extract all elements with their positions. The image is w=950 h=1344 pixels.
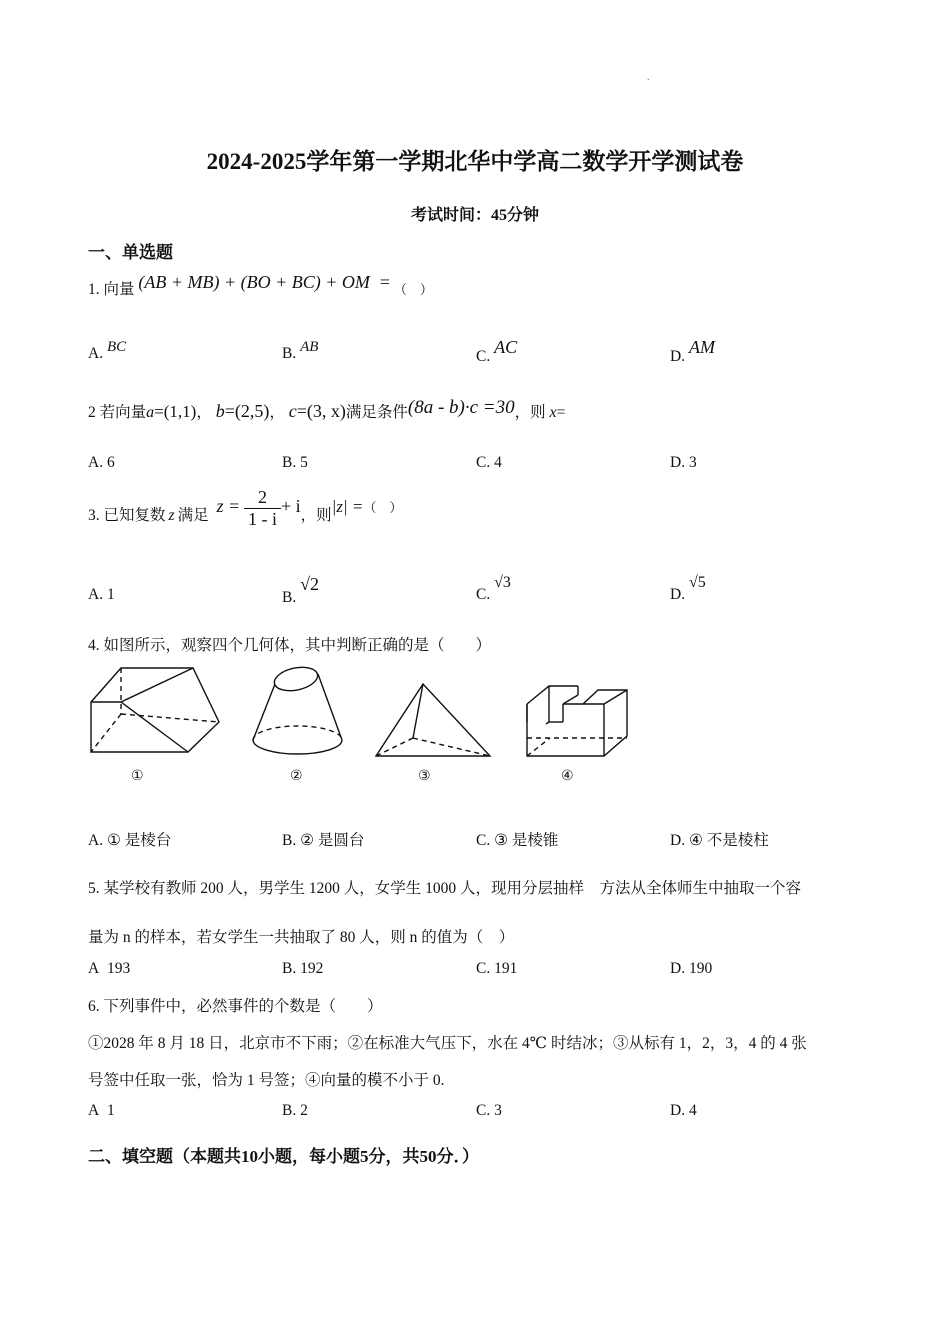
question-5-line-1: 5. 某学校有教师 200 人，男学生 1200 人，女学生 1000 人，现用分层抽样 方法从全体师生中抽取一个容 xyxy=(88,880,802,897)
q1-option-c[interactable]: C. AC xyxy=(476,337,518,365)
question-5-line-2: 量为 n 的样本，若女学生一共抽取了 80 人，则 n 的值为（ ） xyxy=(88,929,515,946)
figure-3-label: ③ xyxy=(418,768,431,784)
q6-option-c[interactable]: C. 3 xyxy=(476,1102,502,1119)
question-6-line-1: ①2028 年 8 月 18 日，北京市不下雨；②在标准大气压下，水在 4℃ 时结冰；③从标有 1，2，3，4 的 4 张 xyxy=(88,1035,807,1052)
question-2: 2 若向量a=(1,1)， b=(2,5)， c=(3, x)满足条件(8a - b)·c =30，则 x= xyxy=(88,397,566,421)
q1-paren: （ ） xyxy=(393,282,433,297)
page-title: 2024-2025学年第一学期北华中学高二数学开学测试卷 xyxy=(206,149,744,174)
q1-option-a[interactable]: A. BC xyxy=(88,339,127,362)
q3-option-d[interactable]: D. √5 xyxy=(670,574,706,603)
question-6: 6. 下列事件中，必然事件的个数是（ ） xyxy=(88,998,383,1015)
q2-vector-a: a xyxy=(146,404,155,421)
figure-3-solid xyxy=(372,680,492,762)
q2-option-d[interactable]: D. 3 xyxy=(670,454,697,471)
q4-option-d[interactable]: D. ④ 不是棱柱 xyxy=(670,832,769,849)
q3-fraction: $\frac{2}{1 - i}$ xyxy=(244,487,281,530)
q3-option-a[interactable]: A. 1 xyxy=(88,586,115,603)
section-single-choice: 一、单选题 xyxy=(88,243,173,262)
q4-option-b[interactable]: B. ② 是圆台 xyxy=(282,832,365,849)
q5-option-b[interactable]: B. 192 xyxy=(282,960,324,977)
figure-4-label: ④ xyxy=(561,768,574,784)
section-fill-in: 二、填空题（本题共10小题，每小题5分，共50分．） xyxy=(88,1147,479,1166)
q4-option-a[interactable]: A. ① 是棱台 xyxy=(88,832,172,849)
question-3: 3. 已知复数 z 满足 z = $\frac{2}{1 - i}$ + i，则|z| =（ ） xyxy=(88,487,403,529)
q2-vector-c: c xyxy=(288,401,297,421)
exam-time: 考试时间：45分钟 xyxy=(410,207,539,224)
q2-option-c[interactable]: C. 4 xyxy=(476,454,502,471)
q1-equals: = xyxy=(379,272,390,292)
q4-option-c[interactable]: C. ③ 是棱锥 xyxy=(476,832,559,849)
q2-vector-b: b xyxy=(215,401,225,421)
q2-option-b[interactable]: B. 5 xyxy=(282,454,308,471)
question-1 xyxy=(88,272,433,299)
figure-1-label: ① xyxy=(131,768,144,784)
figure-1-solid xyxy=(85,662,230,760)
figure-2-solid xyxy=(248,662,348,760)
question-6-line-2: 号签中任取一张，恰为 1 号签；④向量的模不小于 0. xyxy=(88,1072,445,1089)
q1-prefix: 1. 向量 xyxy=(88,281,135,298)
q6-option-b[interactable]: B. 2 xyxy=(282,1102,308,1119)
q5-option-a[interactable]: A 193 xyxy=(88,960,131,977)
q1-option-d[interactable]: D. AM xyxy=(670,337,715,365)
q5-option-c[interactable]: C. 191 xyxy=(476,960,518,977)
figure-2-label: ② xyxy=(290,768,303,784)
q1-option-b[interactable]: B. AB xyxy=(282,339,319,362)
q2-condition: (8a - b)·c =30 xyxy=(407,397,515,418)
q5-option-d[interactable]: D. 190 xyxy=(670,960,713,977)
header-dot: . xyxy=(647,72,650,83)
q2-prefix: 2 若向量 xyxy=(88,404,147,421)
q3-option-c[interactable]: C. √3 xyxy=(476,574,511,603)
q6-option-a[interactable]: A 1 xyxy=(88,1102,115,1119)
question-4: 4. 如图所示，观察四个几何体，其中判断正确的是（ ） xyxy=(88,637,492,654)
q6-option-d[interactable]: D. 4 xyxy=(670,1102,697,1119)
q3-option-b[interactable]: B. √2 xyxy=(282,574,319,606)
q1-expression: (AB + MB) + (BO + BC) + OM xyxy=(138,272,370,292)
figure-4-solid xyxy=(524,682,632,760)
q2-option-a[interactable]: A. 6 xyxy=(88,454,115,471)
